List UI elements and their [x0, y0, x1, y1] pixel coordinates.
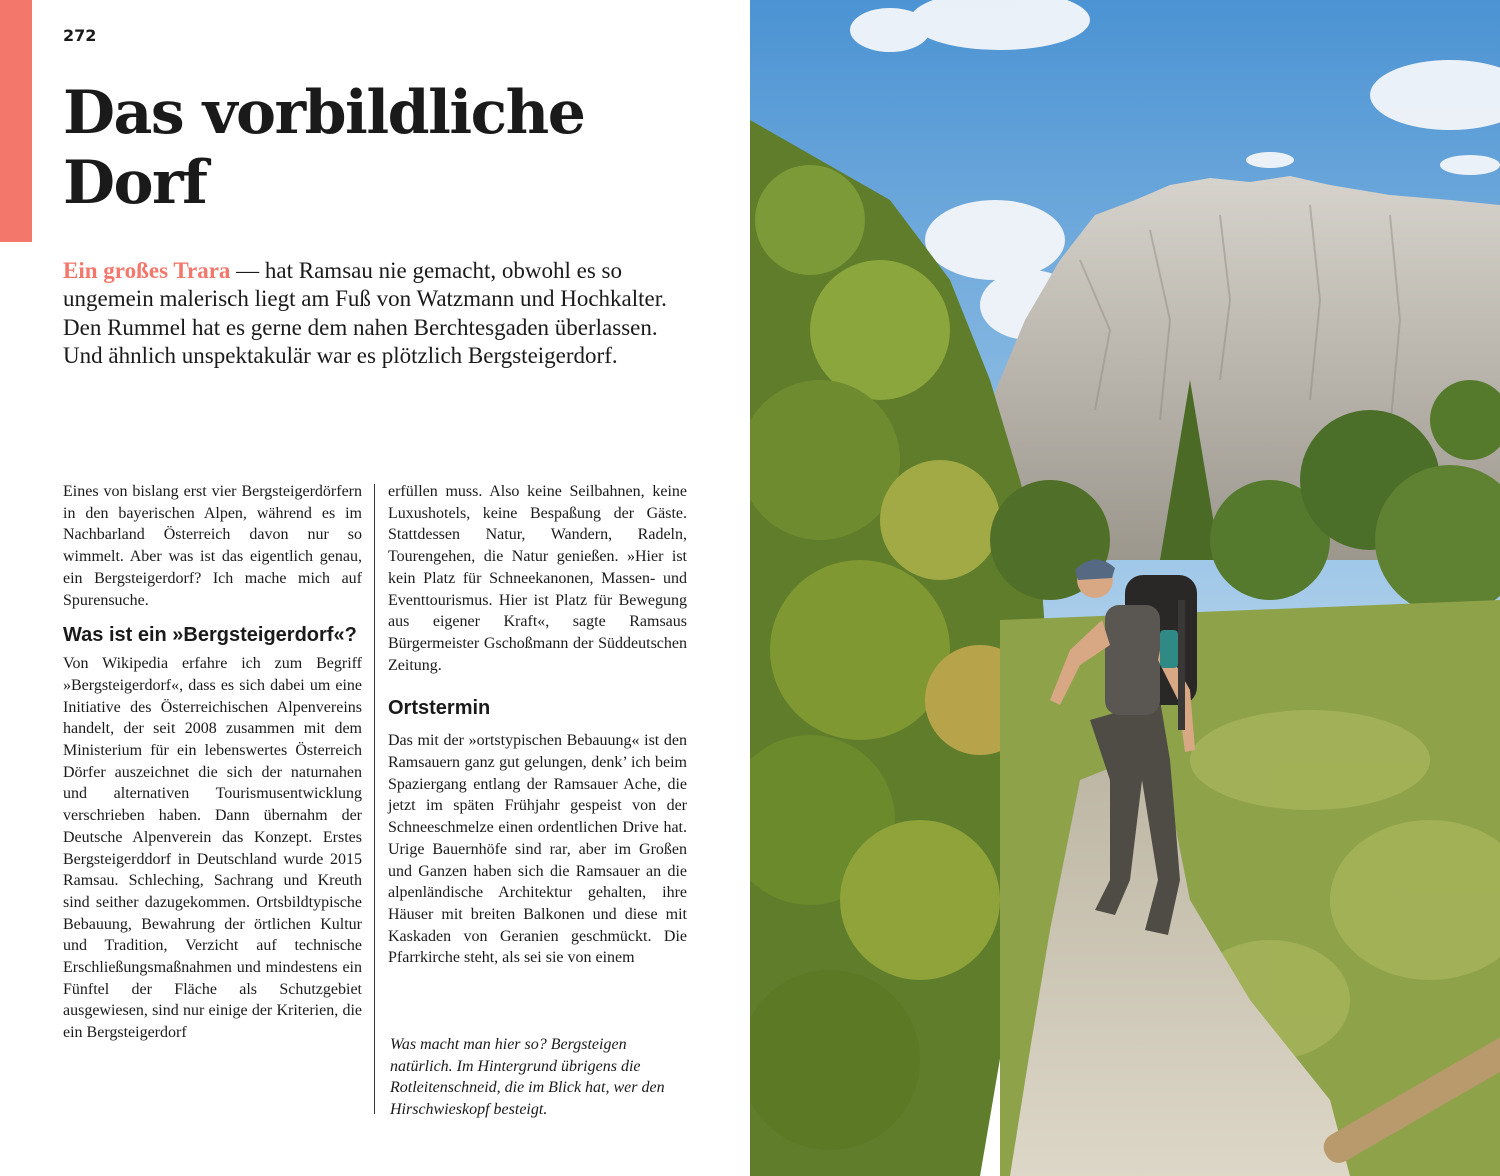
lead-accent: Ein großes Trara: [63, 258, 231, 283]
body-paragraph-left: Von Wikipedia erfahre ich zum Begriff »Bergsteigerdorf«, dass es sich dabei um eine Initiative des Österreichischen Alpenvereins handelt, der seit 2008 zusammen mit dem Ministerium für ein lebenswertes Österreich Dörfer auszeichnet die sich der naturnahen und alternativen Tourismusentwicklung verschrieben haben. Dann übernahm der Deutsche Alpenverein das Konzept. Erstes Bergsteigerddorf in Deutschland wurde 2015 Ramsau. Schleching, Sachrang und Kreuth sind seither dazugekommen. Ortsbildtypische Bebauung, Bewahrung der örtlichen Kultur und Tradition, Verzicht auf technische Erschließungsmaßnahmen und mindestens ein Fünftel der Fläche als Schutzgebiet ausgewiesen, sind nur einige der Kriterien, die ein Bergsteigerdorf: [63, 655, 362, 1042]
photo-caption: Was macht man hier so? Bergsteigen natürlich. Im Hintergrund übrigens die Rotleitenschneid, die im Blick hat, wer den Hirschwieskopf besteigt.: [390, 1036, 665, 1119]
hiker-photo: [750, 0, 1500, 1176]
lead-text: — hat Ramsau nie gemacht, obwohl es so ungemein malerisch liegt am Fuß von Watzmann und Hochkalter. Den Rummel hat es gerne dem nahen Berchtesgaden überlassen. Und ähnlich unspektakulär war es plötzlich Bergsteigerdorf.: [63, 258, 667, 369]
body-paragraph-right: Das mit der »ortstypischen Bebauung« ist den Ramsauern ganz gut gelungen, denk’ ich beim Spaziergang entlang der Ramsauer Ache, die jetzt im späten Frühjahr gespeist von der Schneeschmelze einen ordentlichen Drive hat. Urige Bauernhöfe sind rar, aber im Großen und Ganzen haben sich die Ramsauer an die alpenländische Architektur gehalten, ihre Häuser mit breiten Balkonen und diese mit Kaskaden von Geranien geschmückt. Die Pfarrkirche steht, als sei sie von einem: [388, 732, 687, 967]
page-title: Das vorbildliche Dorf: [63, 78, 585, 218]
section-heading-bergsteigerdorf: Was ist ein »Bergsteigerdorf«?: [63, 624, 357, 647]
article-column-left: [63, 481, 362, 1044]
intro-paragraph: Eines von bislang erst vier Bergsteigerdörfern in den bayerischen Alpen, während es im Nachbarland Österreich davon nur so wimmelt. Aber was ist das eigentlich genau, ein Bergsteigerdorf? Ich mache mich auf Spurensuche.: [63, 483, 362, 609]
section-heading-ortstermin: Ortstermin: [388, 697, 491, 720]
article-column-right: [388, 481, 687, 969]
continuation-paragraph: erfüllen muss. Also keine Seilbahnen, keine Luxushotels, keine Bespaßung der Gäste. Stattdessen Natur, Wandern, Radeln, Tourengehen, die Natur genießen. »Hier ist kein Platz für Schneekanonen, Massen- und Eventtourismus. Hier ist Platz für Bewegung aus eigener Kraft«, sagte Ramsaus Bürgermeister Gschoßmann der Süddeutschen Zeitung.: [388, 483, 687, 674]
accent-bar: [0, 0, 32, 242]
lead-paragraph: [63, 257, 673, 371]
column-divider: [374, 484, 375, 1114]
page-number: 272: [63, 26, 97, 45]
